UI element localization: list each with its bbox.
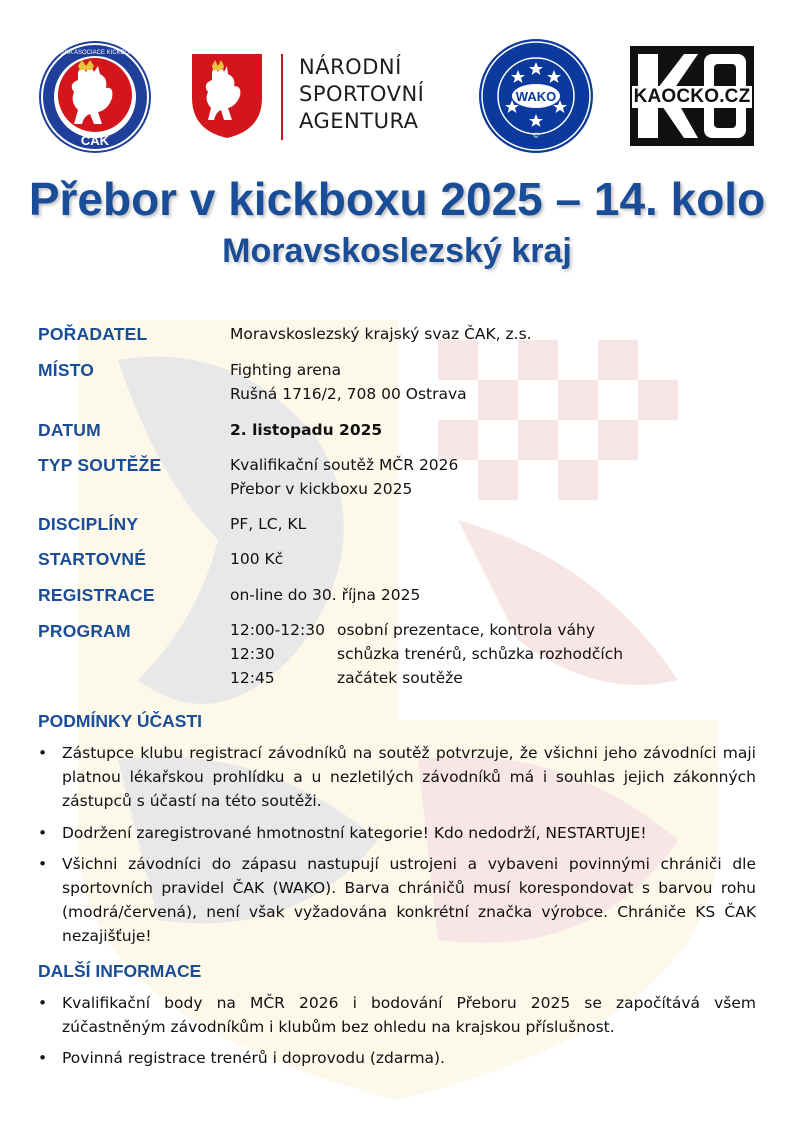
program-row (230, 669, 463, 687)
further-item (38, 991, 756, 1039)
nsa-line-1: NÁRODNÍ (299, 55, 402, 79)
further-text: Kvalifikační body na MČR 2026 i bodování Přeboru 2025 se započítává všem zúčastněným závodníkům i klubům bez ohledu na krajskou příslušnost. (62, 994, 756, 1036)
condition-item (38, 821, 756, 845)
condition-text: Všichni závodníci do zápasu nastupují ustrojeni a vybaveni povinnými chrániči dle sportovních pravidel ČAK (WAKO). Barva chráničů musí korespondovat s barvou rohu (modrá/červená), není však vyžadována konkrétní značka výrobce. Chrániče KS ČAK nezajišťuje! (62, 855, 756, 945)
type-line-2: Přebor v kickboxu 2025 (230, 480, 413, 498)
nsa-wordmark (299, 54, 424, 135)
organizer-label: POŘADATEL (38, 324, 148, 344)
fee-value: 100 Kč (230, 550, 284, 568)
type-label: TYP SOUTĚŽE (38, 455, 162, 475)
wako-center-text: WAKO (515, 89, 557, 104)
disciplines-value: PF, LC, KL (230, 515, 307, 533)
svg-text:ČAK: ČAK (80, 133, 110, 148)
place-line-1: Fighting arena (230, 361, 342, 379)
condition-item (38, 741, 756, 813)
wako-copyright: © (533, 133, 539, 140)
page-title: Přebor v kickboxu 2025 – 14. kolo (28, 173, 766, 225)
kaocko-text: KAOCKO.CZ (633, 86, 751, 107)
registration-label: REGISTRACE (38, 585, 155, 605)
wako-logo (478, 38, 594, 154)
condition-text: Dodržení zaregistrované hmotnostní kategorie! Kdo nedodrží, NESTARTUJE! (62, 824, 647, 842)
program-row (230, 621, 595, 639)
coat-of-arms-watermark (78, 320, 718, 1100)
type-line-1: Kvalifikační soutěž MČR 2026 (230, 456, 459, 474)
program-activity: začátek soutěže (337, 669, 463, 687)
nsa-line-3: AGENTURA (299, 109, 419, 133)
bullet-icon: • (38, 744, 48, 762)
program-activity: osobní prezentace, kontrola váhy (337, 621, 596, 639)
registration-value: on-line do 30. října 2025 (230, 586, 421, 604)
program-row (230, 645, 623, 663)
disciplines-label: DISCIPLÍNY (38, 514, 139, 534)
cak-logo (38, 40, 152, 154)
date-label: DATUM (38, 420, 101, 440)
czech-lion-shield-logo (190, 52, 264, 140)
bullet-icon: • (38, 994, 48, 1012)
nsa-divider (281, 54, 283, 140)
further-info-heading: DALŠÍ INFORMACE (38, 961, 202, 981)
bullet-icon: • (38, 824, 48, 842)
program-time: 12:00-12:30 (230, 621, 325, 639)
date-value: 2. listopadu 2025 (230, 421, 383, 439)
place-label: MÍSTO (38, 360, 95, 380)
program-time: 12:30 (230, 645, 275, 663)
further-text: Povinná registrace trenérů i doprovodu (zdarma). (62, 1049, 446, 1067)
condition-item (38, 852, 756, 948)
bullet-icon: • (38, 855, 48, 873)
svg-text:ČESKÁ ASOCIACE KICKBOXU: ČESKÁ ASOCIACE KICKBOXU (52, 50, 138, 56)
program-time: 12:45 (230, 669, 275, 687)
nsa-line-2: SPORTOVNÍ (299, 82, 425, 106)
condition-text: Zástupce klubu registrací závodníků na soutěž potvrzuje, že všichni jeho závodníci maji platnou lékařskou prohlídku a u nezletilých závodníků má i souhlas jejich zákonných zástupců s účastí na této soutěži. (62, 744, 756, 810)
organizer-value: Moravskoslezský krajský svaz ČAK, z.s. (230, 325, 532, 343)
program-activity: schůzka trenérů, schůzka rozhodčích (337, 645, 624, 663)
further-item (38, 1046, 756, 1070)
bullet-icon: • (38, 1049, 48, 1067)
fee-label: STARTOVNÉ (38, 549, 147, 569)
place-line-2: Rušná 1716/2, 708 00 Ostrava (230, 385, 467, 403)
conditions-heading: PODMÍNKY ÚČASTI (38, 711, 202, 731)
program-label: PROGRAM (38, 621, 131, 641)
page-subtitle: Moravskoslezský kraj (222, 232, 572, 270)
